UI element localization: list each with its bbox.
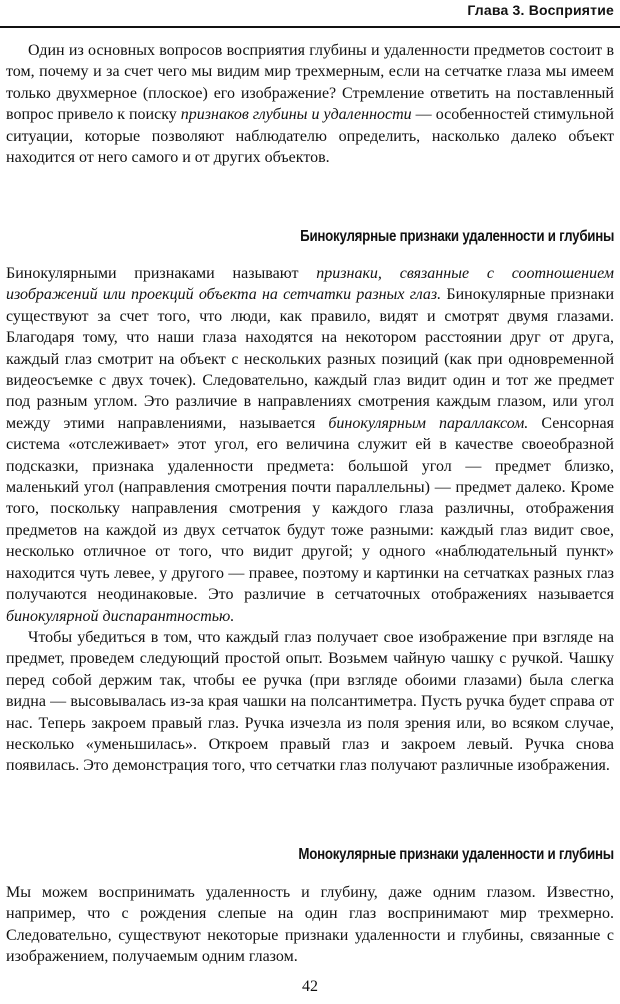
binocular-disparity-term: бинокулярной диспарантностью.	[6, 607, 235, 625]
section-binocular-body	[6, 263, 614, 777]
binocular-definition: признаки, связанные с соотношением изображений или проекций объекта на сетчатки разных глаз.	[6, 265, 614, 304]
monocular-paragraph: Мы можем воспринимать удаленность и глубину, даже одним глазом. Известно, например, что с рождения слепые на один глаз воспринимают мир трехмерно. Следовательно, существуют некоторые признаки удаленности и глубины, связанные с изображением, получаемым одним глазом.	[6, 884, 614, 966]
section-monocular-body	[6, 882, 614, 968]
intro-text-a: Один из основных вопросов восприятия глубины и удаленности предметов состоит в том, почему и за счет чего мы видим мир трехмерным, если на сетчатке глаза мы имеем только двухмерное (плоское) его изображение? Стремление ответить на поставленный вопрос привело к поиску	[6, 42, 614, 124]
binocular-text-a: Бинокулярными признаками называют	[6, 265, 317, 282]
binocular-parallax-term: бинокулярным параллаксом.	[328, 414, 529, 432]
running-header	[0, 0, 620, 28]
page-number: 42	[302, 978, 318, 995]
binocular-text-b: Бинокулярные признаки существуют за счет того, что люди, как правило, видят и смотрят двумя глазами. Благодаря тому, что наши глаза находятся на некотором расстоянии друг от друга, каждый глаз смотрит на объект с нескольких разных позиций (как при одновременной видеосъемке с двух точек). Следовательно, каждый глаз видит один и тот же предмет под разным углом. Это различие в направлениях смотрения каждым глазом, или угол между этими направлениями, называется	[6, 286, 615, 432]
intro-text-b: — особенностей стимульной ситуации, которые позволяют наблюдателю определить, насколько далеко объект находится от него самого и от других объектов.	[6, 106, 614, 167]
intro-paragraph	[6, 40, 614, 168]
section-heading-monocular: Монокулярные признаки удаленности и глубины	[298, 846, 614, 863]
intro-term: признаков глубины и удаленности	[180, 106, 412, 124]
chapter-title: Глава 3. Восприятие	[467, 2, 614, 18]
section-heading-binocular: Бинокулярные признаки удаленности и глубины	[299, 228, 614, 245]
binocular-text-c: Сенсорная система «отслеживает» этот угол, его величина служит ей в качестве своеобразной подсказки, признака удаленности предмета: большой угол — предмет близко, маленький угол (направления смотрения почти параллельны) — предмет далеко. Кроме того, поскольку направления смотрения у каждого глаза различны, отображения предметов на каждой из двух сетчаток будут тоже разными: каждый глаз видит свое, несколько отличное от того, что видит другой; у одного «наблюдательный пункт» находится чуть левее, у другого — правее, поэтому и картинки на сетчатках разных глаз получаются неодинаковые. Это различие в сетчаточных отображениях называется	[6, 414, 614, 604]
experiment-paragraph: Чтобы убедиться в том, что каждый глаз получает свое изображение при взгляде на предмет, проведем следующий простой опыт. Возьмем чайную чашку с ручкой. Чашку перед собой держим так, чтобы ее ручка (при взгляде обоими глазами) была слегка видна — высовывалась из-за края чашки на полсантиметра. Пусть ручка будет справа от нас. Теперь закроем правый глаз. Ручка изчезла из поля зрения или, во всяком случае, несколько «уменьшилась». Откроем правый глаз и закроем левый. Ручка снова появилась. Это демонстрация того, что сетчатки глаз получают различные изображения.	[6, 628, 614, 775]
